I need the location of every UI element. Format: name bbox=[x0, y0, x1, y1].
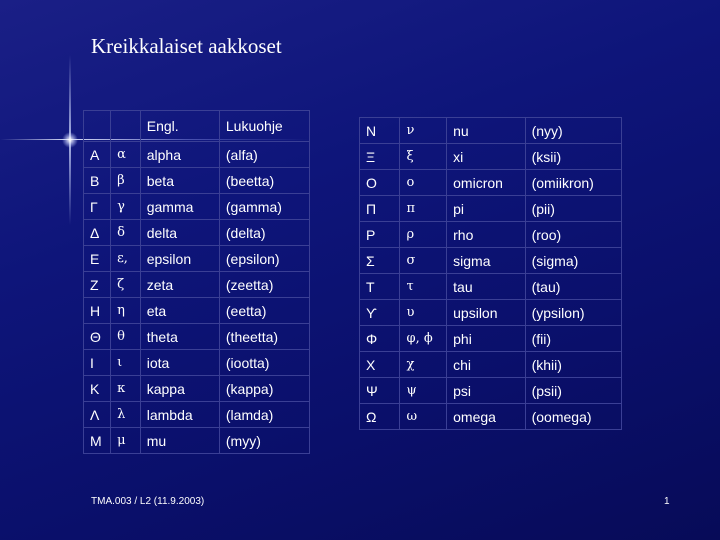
table-row bbox=[360, 118, 622, 144]
uppercase-letter: Γ bbox=[84, 194, 111, 220]
english-name: nu bbox=[447, 118, 525, 144]
table-row bbox=[360, 404, 622, 430]
table-row bbox=[84, 220, 310, 246]
uppercase-letter: Ξ bbox=[360, 144, 400, 170]
english-name: alpha bbox=[140, 142, 219, 168]
english-name: upsilon bbox=[447, 300, 525, 326]
pronunciation: (tau) bbox=[525, 274, 621, 300]
uppercase-letter: Τ bbox=[360, 274, 400, 300]
english-name: psi bbox=[447, 378, 525, 404]
header-cell bbox=[84, 111, 111, 142]
uppercase-letter: Ι bbox=[84, 350, 111, 376]
lowercase-letter: λ bbox=[111, 402, 141, 428]
table-row bbox=[360, 170, 622, 196]
table-row bbox=[360, 326, 622, 352]
english-name: chi bbox=[447, 352, 525, 378]
pronunciation: (lamda) bbox=[219, 402, 309, 428]
english-name: lambda bbox=[140, 402, 219, 428]
uppercase-letter: Θ bbox=[84, 324, 111, 350]
pronunciation: (nyy) bbox=[525, 118, 621, 144]
pronunciation: (myy) bbox=[219, 428, 309, 454]
table-row bbox=[84, 142, 310, 168]
lowercase-letter: ο bbox=[400, 170, 447, 196]
header-cell: Engl. bbox=[140, 111, 219, 142]
uppercase-letter: Ψ bbox=[360, 378, 400, 404]
table-row bbox=[360, 300, 622, 326]
pronunciation: (ksii) bbox=[525, 144, 621, 170]
english-name: rho bbox=[447, 222, 525, 248]
uppercase-letter: Σ bbox=[360, 248, 400, 274]
uppercase-letter: Χ bbox=[360, 352, 400, 378]
table-row bbox=[360, 378, 622, 404]
pronunciation: (fii) bbox=[525, 326, 621, 352]
english-name: omega bbox=[447, 404, 525, 430]
lowercase-letter: γ bbox=[111, 194, 141, 220]
english-name: kappa bbox=[140, 376, 219, 402]
table-row bbox=[84, 298, 310, 324]
pronunciation: (khii) bbox=[525, 352, 621, 378]
uppercase-letter: Μ bbox=[84, 428, 111, 454]
table-row bbox=[84, 324, 310, 350]
uppercase-letter: Ο bbox=[360, 170, 400, 196]
lowercase-letter: ψ bbox=[400, 378, 447, 404]
pronunciation: (zeetta) bbox=[219, 272, 309, 298]
uppercase-letter: Δ bbox=[84, 220, 111, 246]
english-name: phi bbox=[447, 326, 525, 352]
english-name: beta bbox=[140, 168, 219, 194]
uppercase-letter: Ρ bbox=[360, 222, 400, 248]
lowercase-letter: π bbox=[400, 196, 447, 222]
uppercase-letter: ϒ bbox=[360, 300, 400, 326]
lowercase-letter: ρ bbox=[400, 222, 447, 248]
english-name: sigma bbox=[447, 248, 525, 274]
table-row bbox=[360, 274, 622, 300]
lowercase-letter: ν bbox=[400, 118, 447, 144]
lowercase-letter: δ bbox=[111, 220, 141, 246]
header-cell: Lukuohje bbox=[219, 111, 309, 142]
lowercase-letter: μ bbox=[111, 428, 141, 454]
table-row bbox=[84, 350, 310, 376]
table-row bbox=[360, 248, 622, 274]
table-row bbox=[84, 402, 310, 428]
slide-footer: TMA.003 / L2 (11.9.2003) bbox=[91, 496, 205, 507]
english-name: delta bbox=[140, 220, 219, 246]
table-row bbox=[84, 194, 310, 220]
lowercase-letter: α bbox=[111, 142, 141, 168]
uppercase-letter: Ε bbox=[84, 246, 111, 272]
slide-title: Kreikkalaiset aakkoset bbox=[91, 34, 282, 58]
pronunciation: (pii) bbox=[525, 196, 621, 222]
english-name: eta bbox=[140, 298, 219, 324]
uppercase-letter: Λ bbox=[84, 402, 111, 428]
english-name: omicron bbox=[447, 170, 525, 196]
pronunciation: (beetta) bbox=[219, 168, 309, 194]
pronunciation: (theetta) bbox=[219, 324, 309, 350]
lowercase-letter: σ bbox=[400, 248, 447, 274]
pronunciation: (kappa) bbox=[219, 376, 309, 402]
english-name: tau bbox=[447, 274, 525, 300]
sparkle-decoration-core bbox=[62, 132, 78, 148]
greek-alphabet-table-right bbox=[359, 117, 622, 430]
page-number: 1 bbox=[664, 496, 670, 507]
pronunciation: (omiikron) bbox=[525, 170, 621, 196]
uppercase-letter: Β bbox=[84, 168, 111, 194]
table-row bbox=[84, 428, 310, 454]
lowercase-letter: ω bbox=[400, 404, 447, 430]
lowercase-letter: ι bbox=[111, 350, 141, 376]
table-row bbox=[360, 222, 622, 248]
uppercase-letter: Ν bbox=[360, 118, 400, 144]
uppercase-letter: Α bbox=[84, 142, 111, 168]
uppercase-letter: Ω bbox=[360, 404, 400, 430]
pronunciation: (roo) bbox=[525, 222, 621, 248]
greek-alphabet-table-left bbox=[83, 110, 310, 454]
header-cell bbox=[111, 111, 141, 142]
english-name: mu bbox=[140, 428, 219, 454]
uppercase-letter: Π bbox=[360, 196, 400, 222]
lowercase-letter: τ bbox=[400, 274, 447, 300]
pronunciation: (sigma) bbox=[525, 248, 621, 274]
uppercase-letter: Η bbox=[84, 298, 111, 324]
lowercase-letter: β bbox=[111, 168, 141, 194]
lowercase-letter: θ bbox=[111, 324, 141, 350]
lowercase-letter: ζ bbox=[111, 272, 141, 298]
english-name: iota bbox=[140, 350, 219, 376]
pronunciation: (iootta) bbox=[219, 350, 309, 376]
table-row bbox=[360, 144, 622, 170]
pronunciation: (delta) bbox=[219, 220, 309, 246]
english-name: zeta bbox=[140, 272, 219, 298]
lowercase-letter: υ bbox=[400, 300, 447, 326]
uppercase-letter: Κ bbox=[84, 376, 111, 402]
table-row bbox=[84, 246, 310, 272]
english-name: pi bbox=[447, 196, 525, 222]
uppercase-letter: Φ bbox=[360, 326, 400, 352]
lowercase-letter: φ, ϕ bbox=[400, 326, 447, 352]
pronunciation: (gamma) bbox=[219, 194, 309, 220]
table-row bbox=[84, 168, 310, 194]
lowercase-letter: χ bbox=[400, 352, 447, 378]
english-name: theta bbox=[140, 324, 219, 350]
table-header-row bbox=[84, 111, 310, 142]
uppercase-letter: Ζ bbox=[84, 272, 111, 298]
table-row bbox=[84, 376, 310, 402]
lowercase-letter: κ bbox=[111, 376, 141, 402]
pronunciation: (psii) bbox=[525, 378, 621, 404]
table-row bbox=[84, 272, 310, 298]
lowercase-letter: ε, bbox=[111, 246, 141, 272]
lowercase-letter: η bbox=[111, 298, 141, 324]
english-name: xi bbox=[447, 144, 525, 170]
pronunciation: (ypsilon) bbox=[525, 300, 621, 326]
pronunciation: (oomega) bbox=[525, 404, 621, 430]
english-name: epsilon bbox=[140, 246, 219, 272]
lowercase-letter: ξ bbox=[400, 144, 447, 170]
pronunciation: (epsilon) bbox=[219, 246, 309, 272]
pronunciation: (eetta) bbox=[219, 298, 309, 324]
pronunciation: (alfa) bbox=[219, 142, 309, 168]
table-row bbox=[360, 196, 622, 222]
table-row bbox=[360, 352, 622, 378]
english-name: gamma bbox=[140, 194, 219, 220]
